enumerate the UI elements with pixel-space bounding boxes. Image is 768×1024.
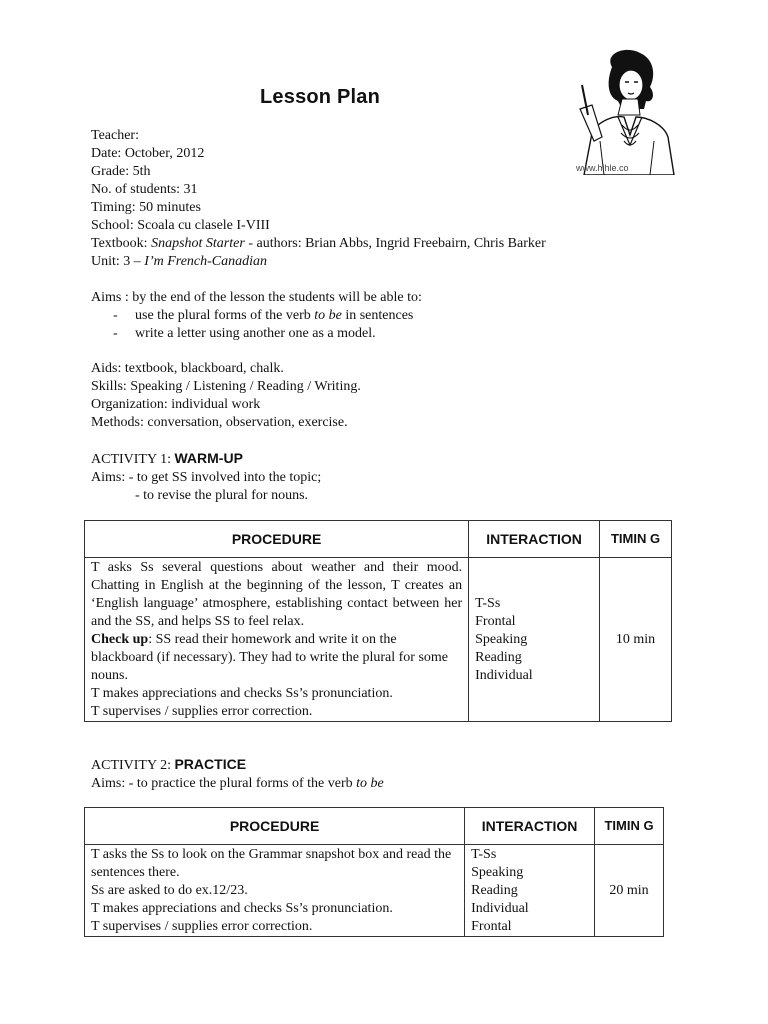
interaction-item: Reading <box>475 649 522 665</box>
interaction-item: Individual <box>471 900 529 916</box>
teacher-line: Teacher: <box>91 128 139 143</box>
aids-line: Aids: textbook, blackboard, chalk. <box>91 361 284 376</box>
interaction-item: Individual <box>475 667 533 683</box>
procedure-cell <box>85 845 465 937</box>
textbook-line <box>91 235 691 253</box>
grade-line: Grade: 5th <box>91 164 151 179</box>
activity1-label: ACTIVITY 1: <box>91 452 175 467</box>
lesson-aims <box>91 289 691 343</box>
timing-cell: 10 min <box>600 558 672 722</box>
procedure-header: PROCEDURE <box>85 521 469 558</box>
lesson-meta <box>91 360 691 432</box>
procedure-checkup <box>91 631 462 685</box>
dash: - <box>113 308 118 323</box>
checkup-label: Check up <box>91 632 149 647</box>
procedure-text: T supervises / supplies error correction. <box>91 919 313 934</box>
procedure-cell <box>85 558 469 722</box>
aims-item <box>91 307 691 325</box>
activity2-label: ACTIVITY 2: <box>91 758 175 773</box>
timing-header: TIMIN G <box>595 808 664 845</box>
unit-line <box>91 253 691 271</box>
interaction-item: T-Ss <box>475 595 501 611</box>
timing-line: Timing: 50 minutes <box>91 200 201 215</box>
textbook-authors: - authors: Brian Abbs, Ingrid Freebairn, Chris Barker <box>244 236 546 251</box>
watermark-text: www.hihle.co <box>576 163 629 173</box>
skills-line: Skills: Speaking / Listening / Reading / Writing. <box>91 379 361 394</box>
interaction-item: Frontal <box>471 918 512 934</box>
textbook-title: Snapshot Starter <box>151 236 245 251</box>
activity2-aims-italic: to be <box>356 776 384 791</box>
activity1-aims-2: - to revise the plural for nouns. <box>135 488 309 503</box>
school-line: School: Scoala cu clasele I-VIII <box>91 218 270 233</box>
procedure-text: Ss are asked to do ex.12/23. <box>91 883 248 898</box>
activity2-aims <box>91 775 691 793</box>
activity1-aims: Aims: - to get SS involved into the topic; <box>91 470 322 485</box>
aim-text-end: in sentences <box>341 308 414 323</box>
procedure-text: T asks the Ss to look on the Grammar snapshot box and read the sentences there. <box>91 847 452 880</box>
activity2-name: PRACTICE <box>174 756 247 772</box>
procedure-header: PROCEDURE <box>85 808 465 845</box>
interaction-item: Speaking <box>475 631 528 647</box>
interaction-item: Frontal <box>475 613 516 629</box>
organization-line: Organization: individual work <box>91 397 261 412</box>
activity1-heading <box>91 449 691 505</box>
aim-italic: to be <box>314 308 342 323</box>
interaction-cell <box>469 558 600 722</box>
methods-line: Methods: conversation, observation, exercise. <box>91 415 348 430</box>
lesson-info <box>91 127 691 271</box>
page-title: Lesson Plan <box>260 86 381 108</box>
interaction-header: INTERACTION <box>465 808 595 845</box>
timing-header: TIMIN G <box>600 521 672 558</box>
procedure-text: T makes appreciations and checks Ss’s pronunciation. <box>91 901 393 916</box>
aims-intro: Aims : by the end of the lesson the students will be able to: <box>91 290 422 305</box>
students-line: No. of students: 31 <box>91 182 198 197</box>
timing-cell: 20 min <box>595 845 664 937</box>
activity1-table <box>84 520 672 722</box>
interaction-item: T-Ss <box>471 846 497 862</box>
date-line: Date: October, 2012 <box>91 146 205 161</box>
dash: - <box>113 326 118 341</box>
interaction-item: Reading <box>471 882 518 898</box>
procedure-text: T asks Ss several questions about weather and their mood. Chatting in English at the beginning of the lesson, T creates an ‘English language’ atmosphere, establishing contact between her and the SS, and helps SS to feel relax. <box>91 560 463 629</box>
activity2-table <box>84 807 664 937</box>
procedure-text: T makes appreciations and checks Ss’s pronunciation. <box>91 686 393 701</box>
aims-item <box>91 325 691 343</box>
activity1-name: WARM-UP <box>174 450 243 466</box>
unit-title: I’m French-Canadian <box>144 254 268 269</box>
aim-text: write a letter using another one as a model. <box>135 326 376 341</box>
procedure-text: T supervises / supplies error correction. <box>91 704 313 719</box>
textbook-label: Textbook: <box>91 236 152 251</box>
interaction-item: Speaking <box>471 864 524 880</box>
unit-label: Unit: 3 – <box>91 254 145 269</box>
interaction-cell <box>465 845 595 937</box>
checkup-text: : SS read their homework and write it on the blackboard (if necessary). They had to write the plural for some nouns. <box>91 632 448 683</box>
activity2-heading <box>91 755 691 793</box>
activity2-aims-text: Aims: - to practice the plural forms of the verb <box>91 776 357 791</box>
aim-text: use the plural forms of the verb <box>135 308 315 323</box>
interaction-header: INTERACTION <box>469 521 600 558</box>
